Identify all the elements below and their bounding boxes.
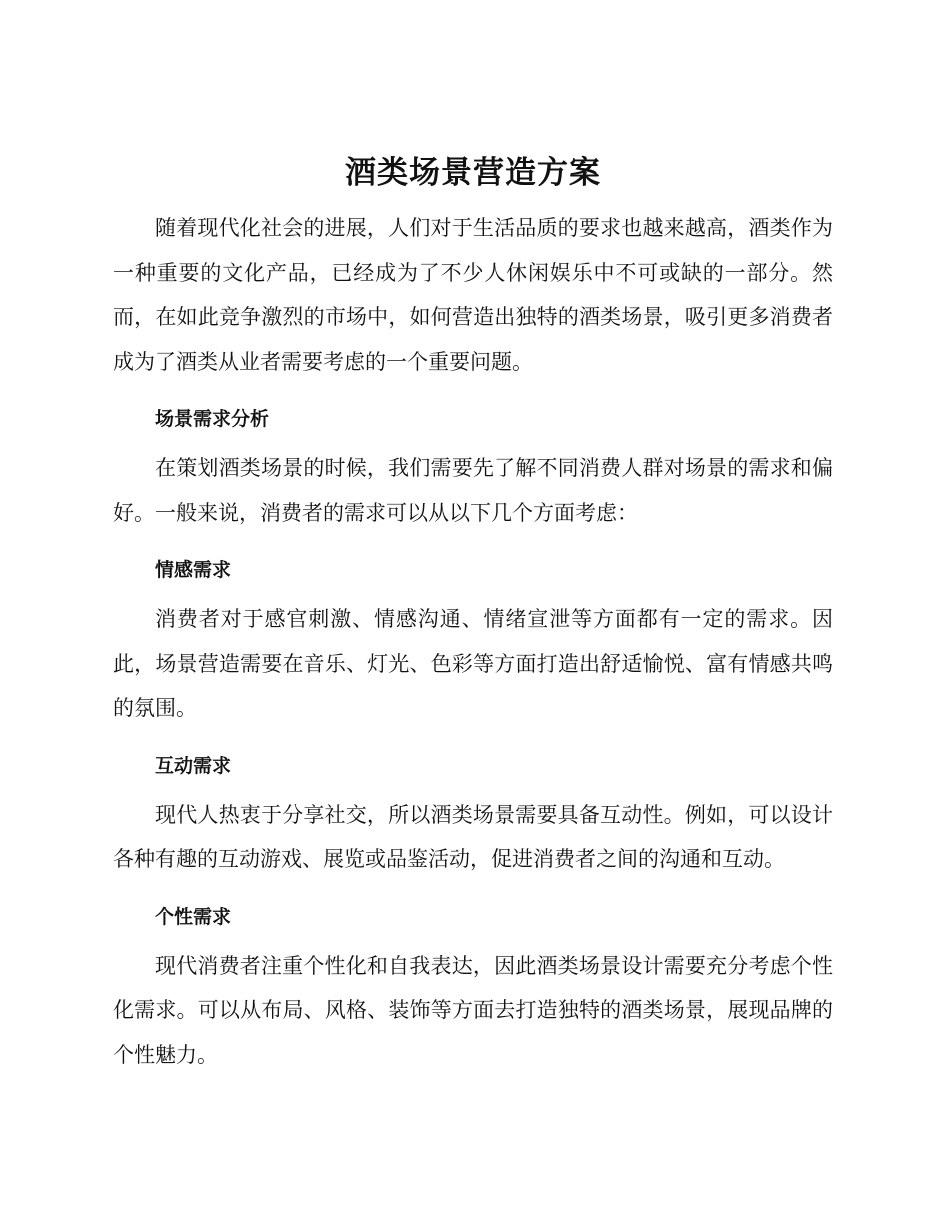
intro-paragraph: 随着现代化社会的进展，人们对于生活品质的要求也越来越高，酒类作为一种重要的文化产品，已经成为了不少人休闲娱乐中不可或缺的一部分。然而，在如此竞争激烈的市场中，如何营造出独特的酒类场景，吸引更多消费者成为了酒类从业者需要考虑的一个重要问题。 [113, 216, 833, 374]
section-heading-emotional-needs: 情感需求 [155, 559, 232, 581]
section-body-scene-analysis: 在策划酒类场景的时候，我们需要先了解不同消费人群对场景的需求和偏好。一般来说，消费者的需求可以从以下几个方面考虑： [113, 456, 833, 525]
document-title: 酒类场景营造方案 [345, 155, 601, 191]
section-body-emotional-needs: 消费者对于感官刺激、情感沟通、情绪宣泄等方面都有一定的需求。因此，场景营造需要在音乐、灯光、色彩等方面打造出舒适愉悦、富有情感共鸣的氛围。 [113, 607, 833, 720]
section-heading-scene-analysis: 场景需求分析 [155, 408, 270, 430]
section-body-personality-needs: 现代消费者注重个性化和自我表达，因此酒类场景设计需要充分考虑个性化需求。可以从布局、风格、装饰等方面去打造独特的酒类场景，展现品牌的个性魅力。 [113, 953, 833, 1067]
section-heading-personality-needs: 个性需求 [155, 905, 232, 928]
document-page [113, 148, 833, 1077]
section-body-interactive-needs: 现代人热衷于分享社交，所以酒类场景需要具备互动性。例如，可以设计各种有趣的互动游戏、展览或品鉴活动，促进消费者之间的沟通和互动。 [113, 802, 833, 871]
section-heading-interactive-needs: 互动需求 [155, 754, 232, 777]
